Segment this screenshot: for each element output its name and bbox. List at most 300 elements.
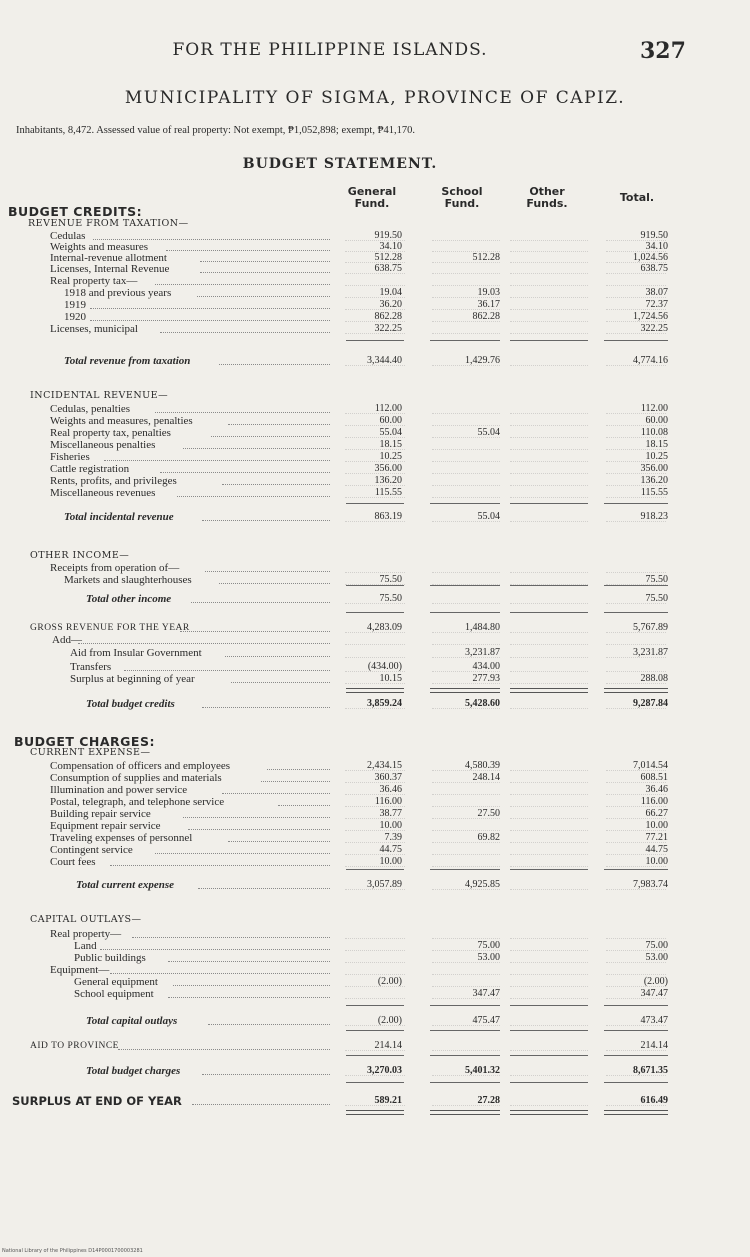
cell-total: 110.08 <box>640 427 668 438</box>
leader-dots <box>208 1024 330 1025</box>
subtotal-rule <box>346 1030 404 1031</box>
cell-school: 36.17 <box>477 299 500 310</box>
leader-dots <box>155 853 330 854</box>
cell-general: (434.00) <box>367 661 402 672</box>
row-label: 1919 <box>64 299 86 311</box>
cell-total: 9,287.84 <box>633 698 668 709</box>
cell-total: 214.14 <box>640 1040 668 1051</box>
column-guide <box>606 974 666 975</box>
cell-general: (2.00) <box>377 1015 402 1026</box>
column-guide <box>510 632 588 633</box>
cell-school: 4,580.39 <box>465 760 500 771</box>
subtotal-rule <box>604 612 668 613</box>
row-label: Receipts from operation of— <box>50 562 180 574</box>
cell-general: 44.75 <box>379 844 402 855</box>
column-guide <box>510 1050 588 1051</box>
cell-general: 60.00 <box>379 415 402 426</box>
cell-school: 248.14 <box>472 772 500 783</box>
column-guide <box>510 889 588 890</box>
column-guide <box>432 473 500 474</box>
cell-total: 1,024.56 <box>633 252 668 263</box>
subtotal-rule <box>430 1005 500 1006</box>
cell-general: 356.00 <box>374 463 402 474</box>
table-row <box>0 832 750 844</box>
column-guide <box>606 938 666 939</box>
table-row <box>0 976 750 988</box>
column-guide <box>345 572 405 573</box>
leader-dots <box>124 670 330 671</box>
table-row <box>0 772 750 784</box>
subtotal-rule <box>604 1055 668 1056</box>
cell-school: 512.28 <box>472 252 500 263</box>
cell-total: 34.10 <box>645 241 668 252</box>
cell-total: 918.23 <box>640 511 668 522</box>
column-guide <box>510 413 588 414</box>
table-row <box>0 451 750 463</box>
cell-total: 10.25 <box>645 451 668 462</box>
row-label: Fisheries <box>50 451 90 463</box>
column-guide <box>432 1050 500 1051</box>
leader-dots <box>90 308 330 309</box>
cell-general: 2,434.15 <box>367 760 402 771</box>
row-label: Total current expense <box>76 879 174 891</box>
subtotal-rule <box>510 340 588 341</box>
row-label: Cattle registration <box>50 463 130 475</box>
table-row <box>0 622 750 634</box>
row-label: Internal-revenue allotment <box>50 252 167 264</box>
cell-total: 115.55 <box>640 487 668 498</box>
cell-total: 112.00 <box>640 403 668 414</box>
municipality-title: MUNICIPALITY OF SIGMA, PROVINCE OF CAPIZ. <box>124 88 626 108</box>
column-guide <box>510 644 588 645</box>
subtotal-rule <box>346 688 404 693</box>
cell-total: 3,231.87 <box>633 647 668 658</box>
column-guide <box>510 572 588 573</box>
cell-general: 112.00 <box>374 403 402 414</box>
leader-dots <box>219 583 330 584</box>
subtotal-rule <box>604 688 668 693</box>
subtotal-rule <box>604 1030 668 1031</box>
table-row <box>0 698 750 710</box>
column-guide <box>606 671 666 672</box>
row-label: Cedulas, penalties <box>50 403 131 415</box>
row-label: Surplus at beginning of year <box>70 673 195 685</box>
cell-school: 475.47 <box>472 1015 500 1026</box>
column-guide <box>432 461 500 462</box>
table-row <box>0 661 750 673</box>
cell-general: 19.04 <box>379 287 402 298</box>
col-head-school: School Fund. <box>441 185 483 210</box>
leader-dots <box>200 272 330 273</box>
leader-dots <box>155 284 330 285</box>
leader-dots <box>177 496 330 497</box>
group-other-income: OTHER INCOME— <box>30 550 130 561</box>
column-guide <box>432 485 500 486</box>
cell-total: 7,014.54 <box>633 760 668 771</box>
leader-dots <box>211 436 330 437</box>
row-label: Cedulas <box>50 230 86 242</box>
cell-total: 473.47 <box>640 1015 668 1026</box>
column-guide <box>510 708 588 709</box>
leader-dots <box>104 460 330 461</box>
row-label: SURPLUS AT END OF YEAR <box>12 1094 182 1108</box>
cell-total: 288.08 <box>640 673 668 684</box>
column-guide <box>432 285 500 286</box>
column-guide <box>345 657 405 658</box>
column-guide <box>432 333 500 334</box>
subtotal-rule <box>346 1005 404 1006</box>
table-row <box>0 463 750 475</box>
column-guide <box>510 473 588 474</box>
row-label: Postal, telegraph, and telephone service <box>50 796 225 808</box>
cell-school: 75.00 <box>477 940 500 951</box>
leader-dots <box>173 985 330 986</box>
table-row <box>0 879 750 891</box>
cell-total: 7,983.74 <box>633 879 668 890</box>
column-guide <box>432 806 500 807</box>
subtotal-rule <box>430 340 500 341</box>
cell-school: 55.04 <box>477 427 500 438</box>
column-guide <box>510 603 588 604</box>
leader-dots <box>228 424 330 425</box>
subtotal-rule <box>346 503 404 504</box>
row-label: Illumination and power service <box>50 784 188 796</box>
column-guide <box>345 974 405 975</box>
column-guide <box>345 962 405 963</box>
cell-total: 66.27 <box>645 808 668 819</box>
subtotal-rule <box>346 1055 404 1056</box>
column-guide <box>510 830 588 831</box>
leader-dots <box>200 261 330 262</box>
column-guide <box>345 938 405 939</box>
cell-total: 616.49 <box>640 1095 668 1106</box>
column-guide <box>510 497 588 498</box>
column-guide <box>510 770 588 771</box>
column-guide <box>510 806 588 807</box>
table-row <box>0 403 750 415</box>
cell-school: 53.00 <box>477 952 500 963</box>
cell-total: 44.75 <box>645 844 668 855</box>
cell-general: 116.00 <box>374 796 402 807</box>
table-row <box>0 415 750 427</box>
subtotal-rule <box>510 1082 588 1083</box>
col-head-other: Other Funds. <box>526 185 568 210</box>
table-row <box>0 940 750 952</box>
cell-total: 75.50 <box>645 593 668 604</box>
cell-general: 589.21 <box>374 1095 402 1106</box>
row-label: Total capital outlays <box>86 1015 178 1027</box>
cell-total: 72.37 <box>645 299 668 310</box>
row-label: Add— <box>52 634 82 646</box>
cell-school: 347.47 <box>472 988 500 999</box>
cell-general: 75.50 <box>379 593 402 604</box>
table-row <box>0 808 750 820</box>
column-guide <box>510 866 588 867</box>
column-guide <box>432 497 500 498</box>
table-row <box>0 263 750 275</box>
cell-total: 919.50 <box>640 230 668 241</box>
cell-school: 27.50 <box>477 808 500 819</box>
column-guide <box>510 449 588 450</box>
leader-dots <box>160 332 330 333</box>
column-guide <box>510 683 588 684</box>
column-guide <box>432 425 500 426</box>
column-guide <box>432 413 500 414</box>
column-guide <box>510 309 588 310</box>
subtotal-rule <box>346 1082 404 1083</box>
leader-dots <box>183 448 330 449</box>
row-label: Miscellaneous penalties <box>50 439 156 451</box>
subtotal-rule <box>510 1030 588 1031</box>
column-guide <box>432 938 500 939</box>
cell-general: 55.04 <box>379 427 402 438</box>
row-label: Court fees <box>50 856 96 868</box>
table-row <box>0 1015 750 1027</box>
row-label: School equipment <box>74 988 154 1000</box>
column-guide <box>510 461 588 462</box>
column-guide <box>432 986 500 987</box>
subtotal-rule <box>430 1030 500 1031</box>
column-guide <box>510 938 588 939</box>
cell-general: 7.39 <box>384 832 402 843</box>
subtotal-rule <box>430 869 500 870</box>
cell-general: 322.25 <box>374 323 402 334</box>
row-label: Total budget credits <box>86 698 175 710</box>
table-row <box>0 1095 750 1107</box>
leader-dots <box>168 961 330 962</box>
table-row <box>0 511 750 523</box>
row-label: Licenses, municipal <box>50 323 138 335</box>
cell-total: (2.00) <box>643 976 668 987</box>
leader-dots <box>118 1049 330 1050</box>
cell-general: (2.00) <box>377 976 402 987</box>
table-row <box>0 299 750 311</box>
table-row <box>0 593 750 605</box>
col-head-general: General Fund. <box>347 185 397 210</box>
subtotal-rule <box>430 1055 500 1056</box>
row-label: General equipment <box>74 976 158 988</box>
table-row <box>0 275 750 287</box>
column-guide <box>432 273 500 274</box>
column-guide <box>510 842 588 843</box>
leader-dots <box>191 602 330 603</box>
cell-school: 1,429.76 <box>465 355 500 366</box>
column-guide <box>606 572 666 573</box>
column-guide <box>510 521 588 522</box>
column-guide <box>510 818 588 819</box>
cell-total: 1,724.56 <box>633 311 668 322</box>
leader-dots <box>166 250 330 251</box>
column-guide <box>432 572 500 573</box>
row-label: Weights and measures, penalties <box>50 415 193 427</box>
column-guide <box>510 333 588 334</box>
table-row <box>0 796 750 808</box>
leader-dots <box>231 682 330 683</box>
cell-general: 512.28 <box>374 252 402 263</box>
table-row <box>0 427 750 439</box>
running-head: FOR THE PHILIPPINE ISLANDS. <box>172 40 488 60</box>
cell-total: 4,774.16 <box>633 355 668 366</box>
col-head-total: Total. <box>619 191 655 204</box>
column-guide <box>510 950 588 951</box>
subtotal-rule <box>510 1110 588 1115</box>
column-guide <box>510 297 588 298</box>
cell-general: 919.50 <box>374 230 402 241</box>
subtotal-rule <box>346 612 404 613</box>
table-row <box>0 475 750 487</box>
row-label: Contingent service <box>50 844 133 856</box>
table-row <box>0 988 750 1000</box>
leader-dots <box>205 571 330 572</box>
column-guide <box>510 782 588 783</box>
subtotal-rule <box>430 612 500 613</box>
leader-dots <box>278 805 330 806</box>
row-label: Rents, profits, and privileges <box>50 475 177 487</box>
subtotal-rule <box>604 1005 668 1006</box>
row-label: Total revenue from taxation <box>64 355 191 367</box>
row-label: Total incidental revenue <box>64 511 174 523</box>
leader-dots <box>198 888 330 889</box>
subtotal-rule <box>346 1110 404 1115</box>
column-guide <box>510 1105 588 1106</box>
cell-general: 75.50 <box>379 574 402 585</box>
leader-dots <box>93 239 330 240</box>
cell-general: 38.77 <box>379 808 402 819</box>
cell-total: 38.07 <box>645 287 668 298</box>
cell-total: 8,671.35 <box>633 1065 668 1076</box>
leader-dots <box>132 937 330 938</box>
cell-general: 10.25 <box>379 451 402 462</box>
table-row <box>0 323 750 335</box>
cell-school: 4,925.85 <box>465 879 500 890</box>
cell-general: 4,283.09 <box>367 622 402 633</box>
cell-general: 3,859.24 <box>367 698 402 709</box>
cell-total: 75.50 <box>645 574 668 585</box>
group-current-expense: CURRENT EXPENSE— <box>30 747 151 758</box>
row-label: Compensation of officers and employees <box>50 760 231 772</box>
row-label: Total budget charges <box>86 1065 181 1077</box>
column-guide <box>432 866 500 867</box>
column-guide <box>510 1025 588 1026</box>
column-guide <box>510 1075 588 1076</box>
leader-dots <box>100 949 330 950</box>
table-row <box>0 673 750 685</box>
cell-school: 862.28 <box>472 311 500 322</box>
row-label: Real property tax, penalties <box>50 427 171 439</box>
cell-total: 60.00 <box>645 415 668 426</box>
cell-general: 214.14 <box>374 1040 402 1051</box>
subtotal-rule <box>430 1082 500 1083</box>
column-guide <box>606 644 666 645</box>
table-row <box>0 952 750 964</box>
column-guide <box>432 449 500 450</box>
cell-school: 55.04 <box>477 511 500 522</box>
leader-dots <box>183 817 330 818</box>
subtotal-rule <box>510 1005 588 1006</box>
row-label: Weights and measures <box>50 241 149 253</box>
group-incidental-revenue: INCIDENTAL REVENUE— <box>30 390 169 401</box>
table-row <box>0 439 750 451</box>
column-guide <box>432 603 500 604</box>
cell-total: 347.47 <box>640 988 668 999</box>
cell-school: 277.93 <box>472 673 500 684</box>
leader-dots <box>228 841 330 842</box>
column-guide <box>510 365 588 366</box>
cell-general: 136.20 <box>374 475 402 486</box>
leader-dots <box>155 412 330 413</box>
cell-total: 77.21 <box>645 832 668 843</box>
column-guide <box>510 854 588 855</box>
row-label: 1920 <box>64 311 86 323</box>
cell-school: 69.82 <box>477 832 500 843</box>
row-label: Aid from Insular Government <box>70 647 202 659</box>
leader-dots <box>188 829 330 830</box>
column-guide <box>510 321 588 322</box>
cell-general: 3,344.40 <box>367 355 402 366</box>
subtotal-rule <box>510 612 588 613</box>
subtotal-rule <box>346 340 404 341</box>
table-row <box>0 647 750 659</box>
table-row <box>0 856 750 868</box>
cell-general: 34.10 <box>379 241 402 252</box>
cell-total: 5,767.89 <box>633 622 668 633</box>
cell-school: 434.00 <box>472 661 500 672</box>
row-label: GROSS REVENUE FOR THE YEAR <box>30 623 190 633</box>
subtotal-rule <box>604 503 668 504</box>
table-row <box>0 784 750 796</box>
leader-dots <box>168 997 330 998</box>
table-row <box>0 1065 750 1077</box>
subtotal-rule <box>346 869 404 870</box>
footer-credit: National Library of the Philippines D14P0001700003281 <box>2 1248 143 1254</box>
cell-total: 136.20 <box>640 475 668 486</box>
cell-total: 75.00 <box>645 940 668 951</box>
statement-title: BUDGET STATEMENT. <box>242 156 438 172</box>
cell-total: 10.00 <box>645 856 668 867</box>
column-guide <box>510 285 588 286</box>
cell-general: 18.15 <box>379 439 402 450</box>
row-label: Equipment— <box>50 964 110 976</box>
budget-credits-heading: BUDGET CREDITS: <box>8 204 143 219</box>
row-label: Total other income <box>86 593 172 605</box>
cell-general: 360.37 <box>374 772 402 783</box>
leader-dots <box>180 631 330 632</box>
leader-dots <box>110 865 330 866</box>
leader-dots <box>78 643 330 644</box>
subtotal-rule <box>510 688 588 693</box>
column-guide <box>345 950 405 951</box>
leader-dots <box>261 781 330 782</box>
subtotal-rule <box>604 1082 668 1083</box>
cell-general: 10.00 <box>379 856 402 867</box>
table-row <box>0 760 750 772</box>
row-label: Traveling expenses of personnel <box>50 832 193 844</box>
leader-dots <box>202 520 330 521</box>
column-guide <box>510 273 588 274</box>
group-capital-outlays: CAPITAL OUTLAYS— <box>30 914 142 925</box>
table-row <box>0 820 750 832</box>
row-label: Markets and slaughterhouses <box>64 574 192 586</box>
cell-school: 5,401.32 <box>465 1065 500 1076</box>
leader-dots <box>222 484 330 485</box>
column-guide <box>510 485 588 486</box>
column-guide <box>345 285 405 286</box>
row-label: Real property tax— <box>50 275 138 287</box>
leader-dots <box>90 320 330 321</box>
row-label: AID TO PROVINCE <box>30 1041 119 1051</box>
budget-charges-heading: BUDGET CHARGES: <box>14 734 155 749</box>
cell-total: 356.00 <box>640 463 668 474</box>
